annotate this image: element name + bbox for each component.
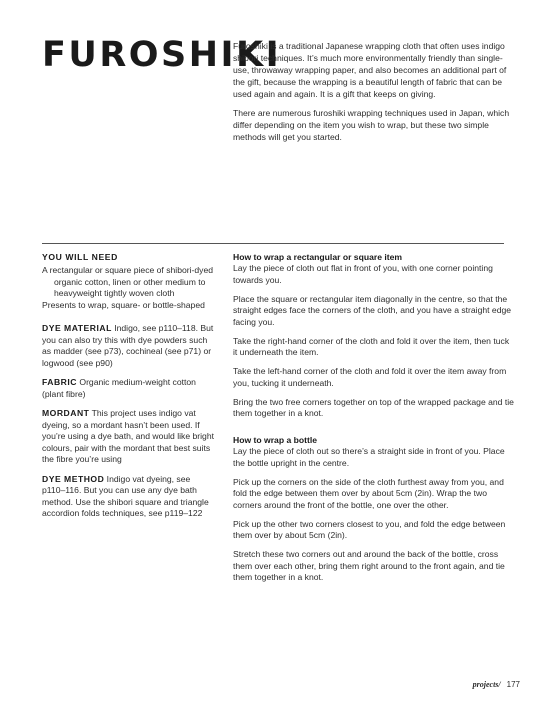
list-item: Presents to wrap, square- or bottle-shaped bbox=[42, 299, 205, 310]
instruction-step: Lay the piece of cloth out so there’s a straight side in front of you. Place the bottle upright in the centre. bbox=[233, 446, 505, 468]
info-label: FABRIC bbox=[42, 377, 77, 387]
page-footer bbox=[473, 680, 520, 689]
instruction-step: Pick up the other two corners closest to you, and fold the edge between them over by about 5cm (2in). bbox=[233, 518, 506, 540]
info-label: DYE MATERIAL bbox=[42, 323, 112, 333]
info-text: Organic medium-weight cotton (plant fibre) bbox=[42, 377, 196, 399]
materials-column bbox=[42, 251, 214, 528]
intro-paragraph: Furoshiki is a traditional Japanese wrapping cloth that often uses indigo shibori techniques. It’s much more environmentally friendly than single-use, throwaway wrapping paper, and also becomes an additional part of the gift, because the wrapping is a beautiful length of fabric that can be used again and again. It is a gift that keeps on giving. bbox=[233, 41, 507, 99]
section-divider bbox=[42, 243, 504, 244]
page-title: FUROSHIKI bbox=[42, 35, 282, 75]
info-text: This project uses indigo vat dyeing, so a mordant hasn’t been used. If you’re using a dye bath, and would like bright colours, pair with the mordant that best suits the fibre you’re using bbox=[42, 408, 214, 464]
instruction-step: Place the square or rectangular item diagonally in the centre, so that the straight edges face the corners of the cloth, and you have a straight edge facing you. bbox=[233, 293, 512, 327]
info-text: Indigo, see p110–118. But you can also try this with dye powders such as madder (see p73), cochineal (see p71) or logwood (see p90) bbox=[42, 323, 214, 368]
instruction-step: Stretch these two corners out and around the back of the bottle, cross them over each other, bring them right around to the front again, and tie them together in a knot. bbox=[233, 549, 505, 582]
info-label: MORDANT bbox=[42, 408, 90, 418]
section-name: projects/ bbox=[472, 680, 501, 689]
page-number: 177 bbox=[506, 680, 520, 689]
you-will-need-heading: YOU WILL NEED bbox=[42, 252, 118, 262]
instruction-step: Take the left-hand corner of the cloth and fold it over the item away from you, tucking it underneath. bbox=[233, 366, 507, 388]
info-label: DYE METHOD bbox=[42, 473, 105, 484]
intro-text bbox=[233, 40, 516, 150]
info-text: Indigo vat dyeing, see p110–116. But you can use any dye bath method. Use the shibori square and triangle accordion folds techniques, see p119–122 bbox=[42, 473, 209, 518]
instructions-column bbox=[233, 251, 515, 591]
instruction-step: Bring the two free corners together on top of the wrapped package and tie them together in a knot. bbox=[233, 396, 514, 418]
instruction-step: Lay the piece of cloth out flat in front of you, with one corner pointing towards you. bbox=[233, 263, 493, 285]
rect-wrap-heading: How to wrap a rectangular or square item bbox=[233, 252, 403, 262]
dye-material-info bbox=[42, 323, 214, 369]
fabric-info bbox=[42, 377, 214, 400]
bottle-wrap-heading: How to wrap a bottle bbox=[233, 435, 318, 445]
dye-method-info bbox=[42, 474, 214, 520]
mordant-info bbox=[42, 408, 214, 466]
intro-paragraph: There are numerous furoshiki wrapping techniques used in Japan, which differ depending on the item you wish to wrap, but these two simple methods will get you started. bbox=[233, 108, 510, 142]
you-will-need-list bbox=[42, 265, 214, 311]
list-item: A rectangular or square piece of shibori-dyed organic cotton, linen or other medium to heavyweight tightly woven cloth bbox=[42, 265, 214, 298]
instruction-step: Pick up the corners on the side of the cloth furthest away from you, and fold the edge between them over by about 5cm (2in). Wrap the two corners around the front of the bottle, one over the other. bbox=[233, 476, 504, 510]
instruction-step: Take the right-hand corner of the cloth and fold it over the item, then tuck it underneath the item. bbox=[233, 335, 510, 357]
